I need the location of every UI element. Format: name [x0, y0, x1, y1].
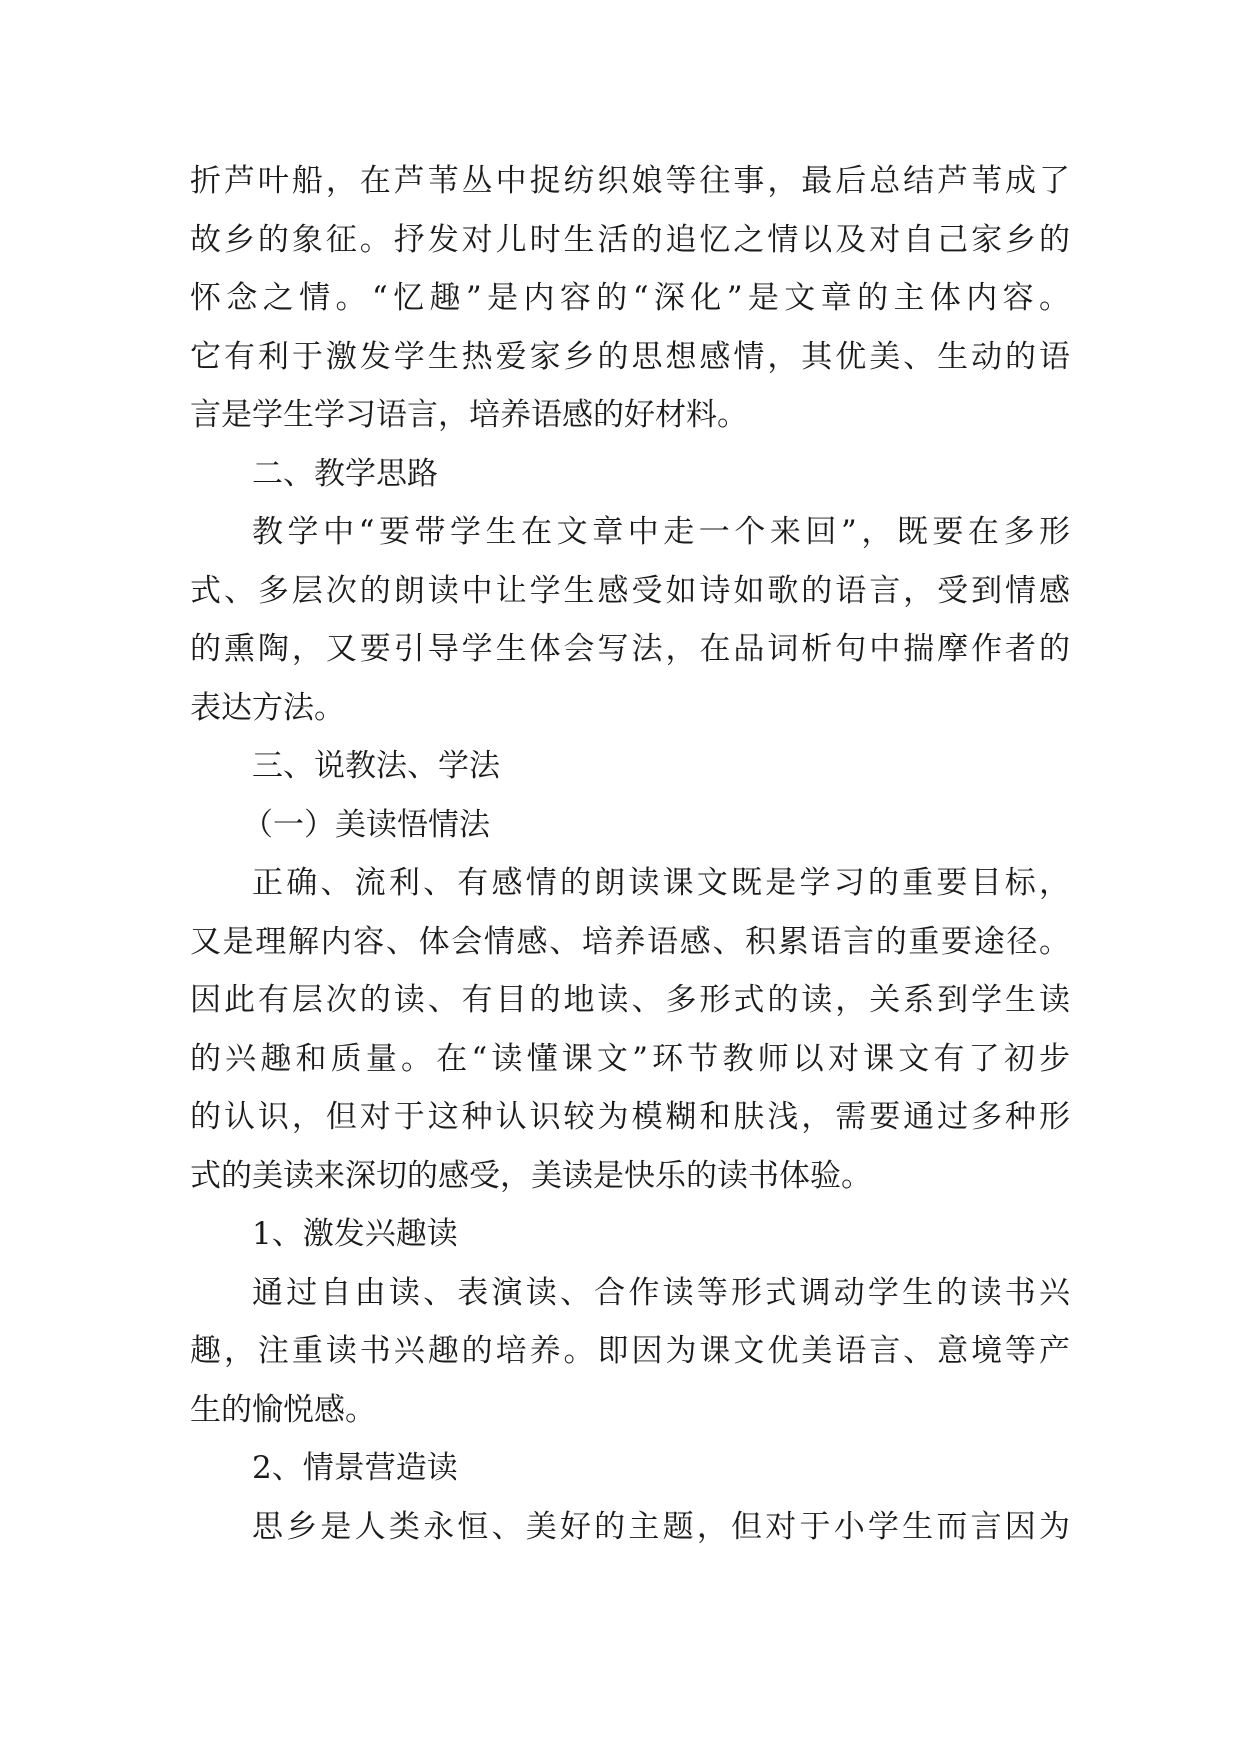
- paragraph-teaching-approach: [190, 503, 1070, 737]
- text-line: 教学中“要带学生在文章中走一个来回”，既要在多形: [252, 514, 1070, 550]
- text-line: 故乡的象征。抒发对儿时生活的追忆之情以及对自己家乡的: [190, 221, 1070, 258]
- item-heading-scene-reading: 2、情景营造读: [252, 1450, 458, 1486]
- item-heading-interest-reading: 1、激发兴趣读: [252, 1216, 458, 1252]
- document-page: [190, 152, 1070, 1556]
- subsection-heading-reading-method: （一）美读悟情法: [242, 806, 490, 843]
- section-heading-methods: 三、说教法、学法: [252, 748, 500, 784]
- paragraph-scene-reading: [190, 1498, 1070, 1557]
- text-line: 式的美读来深切的感受，美读是快乐的读书体验。: [190, 1157, 872, 1194]
- text-line: 思乡是人类永恒、美好的主题，但对于小学生而言因为: [252, 1508, 1070, 1545]
- text-line: 又是理解内容、体会情感、培养语感、积累语言的重要途径。: [190, 923, 1070, 960]
- paragraph-interest-reading: [190, 1264, 1070, 1440]
- text-line: 言是学生学习语言，培养语感的好材料。: [190, 397, 748, 433]
- text-line: 表达方法。: [190, 689, 345, 726]
- text-line: 的认识，但对于这种认识较为模糊和肤浅，需要通过多种形: [190, 1099, 1070, 1135]
- paragraph-intro-continuation: [190, 152, 1070, 445]
- text-line: 怀念之情。“忆趣”是内容的“深化”是文章的主体内容。: [190, 280, 1070, 316]
- text-line: 的熏陶，又要引导学生体会写法，在品词析句中揣摩作者的: [190, 631, 1070, 667]
- text-line: 生的愉悦感。: [190, 1391, 376, 1428]
- text-line: 趣，注重读书兴趣的培养。即因为课文优美语言、意境等产: [190, 1333, 1070, 1369]
- text-line: 的兴趣和质量。在“读懂课文”环节教师以对课文有了初步: [190, 1040, 1070, 1077]
- text-line: 正确、流利、有感情的朗读课文既是学习的重要目标，: [252, 865, 1070, 901]
- text-line: 它有利于激发学生热爱家乡的思想感情，其优美、生动的语: [190, 338, 1070, 375]
- section-heading-teaching-approach: 二、教学思路: [252, 455, 438, 492]
- text-line: 因此有层次的读、有目的地读、多形式的读，关系到学生读: [190, 982, 1070, 1018]
- text-line: 折芦叶船，在芦苇丛中捉纺织娘等往事，最后总结芦苇成了: [190, 163, 1070, 199]
- text-line: 式、多层次的朗读中让学生感受如诗如歌的语言，受到情感: [190, 572, 1070, 609]
- paragraph-reading-method: [190, 854, 1070, 1205]
- text-line: 通过自由读、表演读、合作读等形式调动学生的读书兴: [252, 1274, 1070, 1311]
